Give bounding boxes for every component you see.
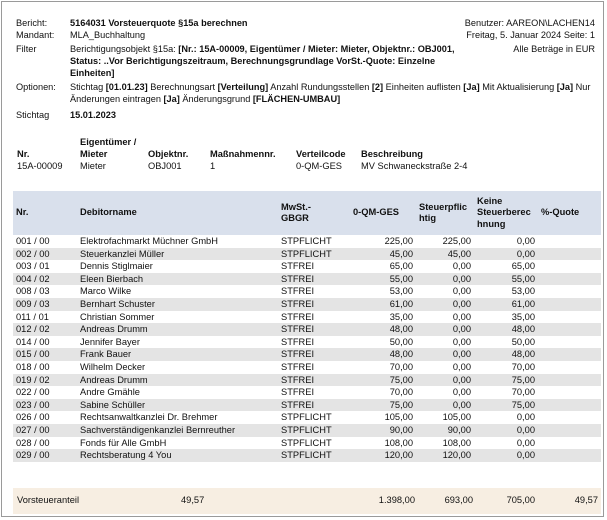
header-nr: Nr. <box>13 191 77 235</box>
row-debitorname: Sachverständigenkanzlei Bernreuther <box>77 424 278 437</box>
row-mwst: STFREI <box>281 311 315 322</box>
row-keine: 70,00 <box>511 387 535 398</box>
filter-line-2: Status: ..Vor Berichtigungszeitraum, Berechnungsgrundlage VorSt.-Quote: Einzelne <box>70 56 436 66</box>
summary-anteil: 49,57 <box>181 495 205 505</box>
row-quote <box>538 449 601 462</box>
row-mwst: STPFLICHT <box>278 449 350 462</box>
row-mwst: STPFLICHT <box>281 236 332 246</box>
row-nr: 014 / 00 <box>16 336 50 347</box>
row-quote <box>538 235 601 248</box>
row-nr: 027 / 00 <box>13 424 77 437</box>
row-keine: 48,00 <box>474 323 538 336</box>
row-keine: 35,00 <box>511 311 535 322</box>
row-mwst: STPFLICHT <box>281 437 332 448</box>
row-debitorname: Marco Wilke <box>80 286 132 297</box>
table-row <box>13 311 601 324</box>
mandant-label: Mandant: <box>16 30 55 40</box>
table-row <box>13 424 601 437</box>
betraege-hinweis: Alle Beträge in EUR <box>513 44 595 54</box>
header-qm-ges: 0-QM-GES <box>350 191 416 235</box>
row-steuerpflichtig: 0,00 <box>416 323 474 336</box>
row-debitorname: Fonds für Alle GmbH <box>80 437 167 448</box>
obj-beschreibung: MV Schwaneckstraße 2-4 <box>361 161 468 171</box>
obj-massnahme: 1 <box>210 161 216 171</box>
obj-mieter: Mieter <box>80 161 106 171</box>
row-quote <box>538 323 601 336</box>
benutzer-info: Benutzer: AAREON\LACHEN14 <box>464 18 595 28</box>
header-keine-steuerberechnung: Keine Steuerberec hnung <box>474 191 538 235</box>
table-row <box>13 260 601 273</box>
row-keine: 65,00 <box>511 261 535 272</box>
table-row <box>13 449 601 462</box>
row-steuerpflichtig: 0,00 <box>416 273 474 286</box>
row-steuerpflichtig: 45,00 <box>416 248 474 261</box>
row-nr: 003 / 01 <box>16 261 50 272</box>
obj-header-mieter: Eigentümer / Mieter <box>80 137 137 159</box>
mandant-value: MLA_Buchhaltung <box>70 30 146 40</box>
row-steuerpflichtig: 0,00 <box>452 261 471 272</box>
filter-label: Filter <box>16 44 37 54</box>
row-qm: 70,00 <box>389 387 413 398</box>
row-quote <box>538 273 601 286</box>
row-mwst: STFREI <box>278 298 350 311</box>
bericht-label: Bericht: <box>16 18 48 28</box>
row-quote <box>538 424 601 437</box>
row-qm: 225,00 <box>384 236 413 246</box>
debitor-rows <box>13 235 601 462</box>
row-debitorname: Sabine Schüller <box>77 399 278 412</box>
row-keine: 0,00 <box>516 437 535 448</box>
optionen-line-2: Änderungen eintragen [Ja] Änderungsgrund [FLÄCHEN-UMBAU] <box>70 94 341 104</box>
row-quote <box>538 298 601 311</box>
row-steuerpflichtig: 0,00 <box>416 374 474 387</box>
row-steuerpflichtig: 108,00 <box>442 437 471 448</box>
table-row <box>13 336 601 349</box>
row-steuerpflichtig: 0,00 <box>416 298 474 311</box>
row-debitorname: Elektrofachmarkt Müchner GmbH <box>80 236 218 246</box>
row-mwst: STPFLICHT <box>281 412 332 423</box>
row-mwst: STFREI <box>278 323 350 336</box>
row-mwst: STPFLICHT <box>278 424 350 437</box>
row-nr: 002 / 00 <box>13 248 77 261</box>
summary-keine: 705,00 <box>506 495 535 505</box>
row-debitorname: Jennifer Bayer <box>80 336 140 347</box>
row-qm: 65,00 <box>389 261 413 272</box>
row-keine: 0,00 <box>516 236 535 246</box>
row-qm: 75,00 <box>350 399 416 412</box>
row-mwst: STFREI <box>278 273 350 286</box>
table-row <box>13 437 601 450</box>
row-qm: 55,00 <box>350 273 416 286</box>
row-nr: 001 / 00 <box>16 236 50 246</box>
stichtag-label: Stichtag <box>16 110 50 120</box>
row-debitorname: Andre Gmähle <box>80 387 140 398</box>
row-quote <box>538 311 601 324</box>
header-quote: %-Quote <box>538 191 601 235</box>
row-nr: 023 / 00 <box>13 399 77 412</box>
row-keine: 48,00 <box>474 348 538 361</box>
header-debitorname: Debitorname <box>77 191 278 235</box>
filter-line-1: Berichtigungsobjekt §15a: [Nr.: 15A-00009, Eigentümer / Mieter: Mieter, Objektnr.: OBJ001, <box>70 44 455 54</box>
row-keine: 0,00 <box>516 412 535 423</box>
datum-seite: Freitag, 5. Januar 2024 Seite: 1 <box>466 30 595 40</box>
row-mwst: STFREI <box>281 286 315 297</box>
summary-quote: 49,57 <box>574 495 598 505</box>
row-steuerpflichtig: 0,00 <box>416 399 474 412</box>
obj-header-objektnr: Objektnr. <box>148 148 189 159</box>
table-row <box>13 348 601 361</box>
row-quote <box>538 361 601 374</box>
row-qm: 45,00 <box>350 248 416 261</box>
row-qm: 48,00 <box>350 323 416 336</box>
row-qm: 53,00 <box>389 286 413 297</box>
table-row <box>13 386 601 399</box>
obj-header-massnahme: Maßnahmennr. <box>210 148 276 159</box>
row-steuerpflichtig: 225,00 <box>442 236 471 246</box>
table-row <box>13 361 601 374</box>
row-nr: 029 / 00 <box>13 449 77 462</box>
row-nr: 011 / 01 <box>16 311 49 322</box>
row-qm: 48,00 <box>350 348 416 361</box>
row-qm: 90,00 <box>350 424 416 437</box>
row-debitorname: Rechtsberatung 4 You <box>77 449 278 462</box>
row-keine: 70,00 <box>511 361 535 372</box>
table-row <box>13 285 601 298</box>
table-row <box>13 399 601 412</box>
row-mwst: STFREI <box>281 261 315 272</box>
obj-nr: 15A-00009 <box>17 161 63 171</box>
bericht-value: 5164031 Vorsteuerquote §15a berechnen <box>70 18 248 28</box>
obj-header-nr: Nr. <box>17 148 30 159</box>
row-nr: 019 / 02 <box>13 374 77 387</box>
table-row <box>13 298 601 311</box>
row-qm: 120,00 <box>350 449 416 462</box>
row-steuerpflichtig: 0,00 <box>452 286 471 297</box>
obj-verteilcode: 0-QM-GES <box>296 161 342 171</box>
optionen-line-1: Stichtag [01.01.23] Berechnungsart [Verteilung] Anzahl Rundungsstellen [2] Einheiten auflisten [Ja] Mit Aktualisierung [Ja] Nur <box>70 82 591 92</box>
row-nr: 018 / 00 <box>16 361 50 372</box>
table-row <box>13 374 601 387</box>
row-quote <box>538 285 601 298</box>
row-steuerpflichtig: 0,00 <box>452 311 471 322</box>
row-debitorname: Christian Sommer <box>80 311 155 322</box>
row-nr: 008 / 03 <box>16 286 50 297</box>
row-mwst: STFREI <box>278 399 350 412</box>
row-keine: 55,00 <box>474 273 538 286</box>
row-debitorname: Wilhelm Decker <box>80 361 146 372</box>
row-qm: 61,00 <box>350 298 416 311</box>
row-keine: 0,00 <box>474 248 538 261</box>
row-qm: 75,00 <box>350 374 416 387</box>
object-row <box>13 160 495 172</box>
row-keine: 53,00 <box>511 286 535 297</box>
table-row <box>13 323 601 336</box>
row-keine: 61,00 <box>474 298 538 311</box>
row-steuerpflichtig: 105,00 <box>442 412 471 423</box>
row-debitorname: Andreas Drumm <box>77 323 278 336</box>
row-mwst: STFREI <box>281 336 315 347</box>
optionen-label: Optionen: <box>16 82 56 92</box>
table-row <box>13 411 601 424</box>
row-debitorname: Bernhart Schuster <box>77 298 278 311</box>
row-quote <box>538 248 601 261</box>
row-keine: 50,00 <box>511 336 535 347</box>
obj-header-verteilcode: Verteilcode <box>296 148 346 159</box>
row-keine: 75,00 <box>474 399 538 412</box>
obj-objektnr: OBJ001 <box>148 161 182 171</box>
row-steuerpflichtig: 90,00 <box>416 424 474 437</box>
row-debitorname: Rechtsanwaltkanzlei Dr. Brehmer <box>80 412 218 423</box>
row-debitorname: Dennis Stiglmaier <box>80 261 153 272</box>
row-nr: 012 / 02 <box>13 323 77 336</box>
row-qm: 105,00 <box>384 412 413 423</box>
header-mwst-gbgr: MwSt.- GBGR <box>278 191 350 235</box>
row-nr: 028 / 00 <box>16 437 50 448</box>
row-debitorname: Andreas Drumm <box>77 374 278 387</box>
row-nr: 026 / 00 <box>16 412 50 423</box>
summary-label: Vorsteueranteil <box>17 495 80 505</box>
filter-line-3: Einheiten] <box>70 68 115 78</box>
row-steuerpflichtig: 0,00 <box>452 361 471 372</box>
row-nr: 015 / 00 <box>13 348 77 361</box>
row-debitorname: Eleen Bierbach <box>77 273 278 286</box>
row-debitorname: Steuerkanzlei Müller <box>77 248 278 261</box>
row-nr: 009 / 03 <box>13 298 77 311</box>
report-page <box>1 1 604 517</box>
row-nr: 022 / 00 <box>16 387 50 398</box>
table-row <box>13 248 601 261</box>
obj-header-beschreibung: Beschreibung <box>361 148 423 159</box>
row-mwst: STPFLICHT <box>278 248 350 261</box>
row-quote <box>538 374 601 387</box>
row-steuerpflichtig: 0,00 <box>452 336 471 347</box>
row-mwst: STFREI <box>281 387 315 398</box>
row-steuerpflichtig: 120,00 <box>416 449 474 462</box>
row-quote <box>538 437 601 450</box>
vorsteueranteil-summary <box>13 488 601 514</box>
row-mwst: STFREI <box>281 361 315 372</box>
row-steuerpflichtig: 0,00 <box>416 348 474 361</box>
row-quote <box>538 336 601 349</box>
row-quote <box>538 411 601 424</box>
row-keine: 75,00 <box>474 374 538 387</box>
row-keine: 0,00 <box>474 449 538 462</box>
row-qm: 108,00 <box>384 437 413 448</box>
row-quote <box>538 260 601 273</box>
summary-qm: 1.398,00 <box>378 495 415 505</box>
row-qm: 70,00 <box>389 361 413 372</box>
row-qm: 35,00 <box>389 311 413 322</box>
debitor-table <box>13 191 601 462</box>
row-quote <box>538 386 601 399</box>
summary-steuerpflichtig: 693,00 <box>444 495 473 505</box>
row-quote <box>538 348 601 361</box>
row-debitorname: Frank Bauer <box>77 348 278 361</box>
row-steuerpflichtig: 0,00 <box>452 387 471 398</box>
table-row <box>13 273 601 286</box>
stichtag-value: 15.01.2023 <box>70 110 116 120</box>
table-row <box>13 235 601 248</box>
row-quote <box>538 399 601 412</box>
row-nr: 004 / 02 <box>13 273 77 286</box>
header-steuerpflichtig: Steuerpflic htig <box>416 191 474 235</box>
row-mwst: STFREI <box>278 374 350 387</box>
row-qm: 50,00 <box>389 336 413 347</box>
object-table <box>13 137 495 172</box>
row-keine: 0,00 <box>474 424 538 437</box>
row-mwst: STFREI <box>278 348 350 361</box>
